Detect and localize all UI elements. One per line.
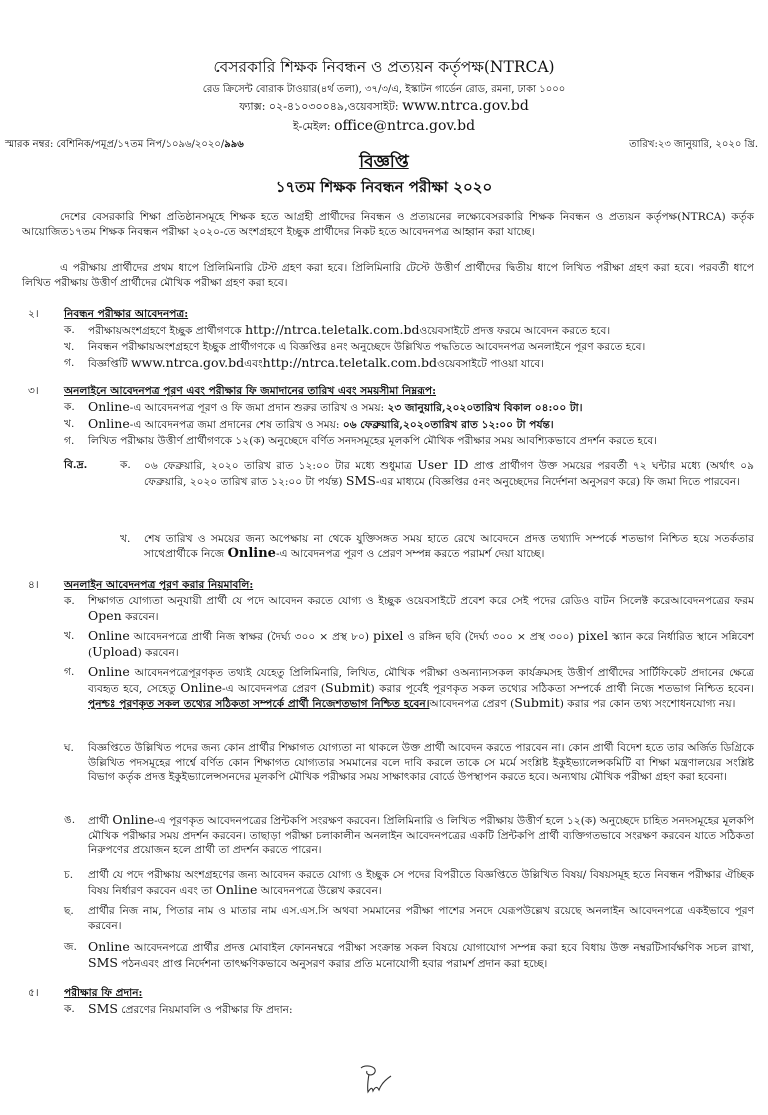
item-text: -এ আবেদনপত্র পূরণ ও ফি জমা প্রদান শুরুর তারিখ ও সময়: — [129, 402, 388, 414]
item-text: SMS — [345, 472, 376, 488]
item-text: পরীক্ষায়অংশগ্রহণে ইচ্ছুক প্রার্থীগণকে — [88, 325, 246, 337]
item-text: পঠনএবং প্রাপ্ত নির্দেশনা তাৎক্ষণিকভাবে অনুসরণ করার প্রতি মনোযোগী হবার পরামর্শ প্রদান করা হচ্ছে। — [117, 957, 548, 970]
item-text: SMS — [88, 954, 118, 970]
item-text: প্রার্থীর নিজ নাম, পিতার নাম ও মাতার নাম এস.এস.সি অথবা সমমানের পরীক্ষা পাশের সনদে যেরূপউল্লেখ রয়েছে অনলাইন আবেদনপত্রে একইভাবে পূরণ করবেন। — [88, 905, 754, 932]
end-date: ০৬ ফেব্রুয়ারি,২০২০তারিখ রাত ১২:০০ টা পর্যন্ত। — [342, 419, 554, 431]
item-marker: খ. — [64, 418, 75, 430]
teletalk-link[interactable]: http://ntrca.teletalk.com.bd — [245, 322, 420, 337]
item-text: Online — [88, 939, 130, 954]
item-text: আবেদনপত্রে প্রার্থী নিজ স্বাক্ষর (দৈর্ঘ্য ৩০০ × প্রস্থ ৮০) — [129, 631, 373, 643]
item-text: শিক্ষাগত যোগ্যতা অনুযায়ী প্রার্থী যে পদে আবেদন করতে যোগ্য ও ইচ্ছুক ওয়েবসাইটে প্রবেশ করে সেই পদের রেডিও বাটন সিলেক্ট করেআবেদনপত্রের ফরম — [88, 595, 754, 607]
item-text: প্রার্থী — [88, 815, 113, 827]
item-text: আবেদনপত্রে উল্লেখ করবেন। — [257, 884, 382, 897]
item-text: Submit — [514, 695, 560, 711]
item-text: Online — [227, 545, 276, 561]
item-text: লিখিত পরীক্ষায় উত্তীর্ণ প্রার্থীগণকে ১২(ক) অনুচ্ছেদে বর্ণিত সনদসমূহের মূলকপি মৌখিক পরীক্ষার সময় আবশ্যিকভাবে প্রদর্শন করতে হবে। — [88, 435, 658, 447]
item-text: SMS — [88, 1001, 118, 1016]
item-marker: ছ. — [64, 905, 74, 917]
item-text: করবেন। — [121, 610, 159, 623]
note-label: বি.দ্র. — [64, 459, 88, 471]
fax-label: ফ্যাক্স: ০২-৪১০৩০০৪৯,ওয়েবসাইট: — [239, 100, 403, 113]
item-marker: গ. — [64, 435, 75, 447]
memo-prefix: স্মারক নম্বর: বেশিনিক/পমূপ্র/১৭তম নিপ/১০৯৬/২০২০/ — [5, 139, 225, 150]
s4-item-ga — [64, 665, 754, 712]
item-text: Online — [215, 881, 258, 897]
item-text: -এ আবেদনপত্র জমা প্রদানের শেষ তারিখ ও সময়: — [129, 419, 343, 431]
item-marker: ক. — [64, 324, 75, 336]
item-text: Open — [88, 607, 122, 623]
memo-serial: ৯৯৬ — [224, 139, 244, 150]
s5-item-ka — [64, 1002, 754, 1018]
warning-text: পুনশ্চঃ পূরণকৃত সকল তথ্যের সঠিকতা সম্পর্কে প্রার্থী নিজেশতভাগ নিশ্চিত হবেন। — [88, 698, 430, 711]
item-text: -এ পূরণকৃত আবেদনপত্রের প্রিন্টকপি সংরক্ষণ করবেন। প্রিলিমিনারি ও লিখিত পরীক্ষায় উত্তীর্ণ হলে ১২(ক) অনুচ্ছেদে চাহিত সনদসমূহের মূলকপি মৌখিক পরীক্ষার সময় প্রদর্শন করবেন। তাছাড়া পরীক্ষা চলাকালীন অনলাইন আবেদনপত্রের একটি প্রিন্টকপি প্রার্থী ব্যক্তিগতভাবে সংরক্ষণ করবেন যাতে সঠিকতা নিরুপণের প্রয়োজন হলে প্রার্থী তা প্রদর্শন করতে পারেন। — [88, 815, 754, 857]
s2-item-ga — [64, 356, 754, 372]
item-marker: ক. — [64, 595, 75, 607]
item-text: -এ আবেদনপত্র প্রেরণ ( — [222, 682, 326, 695]
s4-item-cha — [64, 868, 754, 898]
org-name: বেসরকারি শিক্ষক নিবন্ধন ও প্রত্যয়ন কর্তৃপক্ষ(NTRCA) — [213, 58, 555, 76]
start-date: ২৩ জানুয়ারি,২০২০তারিখ বিকাল ০৪:০০ টা। — [387, 402, 583, 414]
section-2-heading: নিবন্ধন পরীক্ষার আবেদনপত্র: — [64, 308, 189, 320]
s3-item-ka — [64, 400, 754, 416]
item-text: নিবন্ধন পরীক্ষায়অংশগ্রহণে ইচ্ছুক প্রার্থীগণকে এ বিজ্ঞপ্তির ৪নং অনুচ্ছেদে উল্লিখিত পদ্ধতিতে আবেদনপত্র অনলাইনে পূরণ করতে হবে। — [88, 341, 646, 353]
item-marker: খ. — [120, 533, 131, 545]
s4-item-gha — [64, 741, 754, 785]
item-text: আবেদনপত্রে প্রার্থীর প্রদত্ত মোবাইল ফোননম্বরে পরীক্ষা সংক্রান্ত সকল বিষয়ে যোগাযোগ সম্পন্ন করা হবে বিধায় উক্ত নম্বরটিসার্বক্ষণিক সচল রাখা, — [129, 942, 754, 954]
section-3-heading: অনলাইনে আবেদনপত্র পূরণ এবং পরীক্ষার ফি জমাদানের তারিখ এবং সময়সীমা নিম্নরূপ: — [64, 385, 437, 397]
item-text: User ID — [417, 457, 469, 472]
s3-item-kha — [64, 417, 754, 433]
item-text: ও রঙ্গিন ছবি (দৈর্ঘ্য ৩০০ × প্রস্থ ৩০০) — [403, 631, 578, 643]
intro-paragraph-1 — [22, 210, 754, 239]
s4-item-chha — [64, 904, 754, 933]
item-marker: ঘ. — [64, 742, 74, 754]
item-text: Online — [88, 664, 130, 679]
website-link[interactable]: www.ntrca.gov.bd — [402, 98, 529, 114]
item-text: প্রাপ্ত প্রার্থীগণ উক্ত সময়ের পরবর্তী ৭২ ঘন্টার মধ্যে (অর্থাৎ ০৯ ফেব্রুয়ারি, ২০২০ তারিখ রাত ১২:০০ টা পর্যন্ত) — [144, 460, 754, 488]
s4-item-ka — [64, 594, 754, 624]
teletalk-link[interactable]: http://ntrca.teletalk.com.bd — [262, 355, 438, 370]
fax-website-line — [0, 99, 768, 115]
item-marker: ঙ. — [64, 814, 76, 826]
s4-item-kha — [64, 629, 754, 660]
section-3-number: ৩। — [28, 385, 39, 397]
org-address: রেড ক্রিসেন্ট বোরাক টাওয়ার(৪র্থ তলা), ৩৭/৩/এ, ইস্কাটন গার্ডেন রোড, রমনা, ঢাকা ১০০০ — [202, 84, 566, 95]
item-text: Online — [112, 812, 155, 827]
signature-initial — [355, 1062, 395, 1096]
item-text: pixel — [372, 628, 404, 643]
item-text: বিজ্ঞপ্তিতে উল্লিখিত পদের জন্য কোন প্রার্থীর শিক্ষাগত যোগ্যতা না থাকলে উক্ত প্রার্থী আবেদন করতে পারবেন না। কোন প্রার্থী বিদেশ হতে তার অর্জিত ডিগ্রিকে উল্লিখিত পদসমূহের পার্শ্বে বর্ণিত কোন শিক্ষাগত যোগ্যতার সমমানের বলে দাবি করলে তাকে সে মর্মে সংশ্লিষ্ট ইকুইভ্যালেন্সকমিটি বা শিক্ষা মন্ত্রণালয়ের সংশ্লিষ্ট বিভাগ কর্তৃক প্রদত্ত ইকুইভ্যালেন্সসনদের মূলকপি মৌখিক পরীক্ষার সময় সাক্ষাৎকার বোর্ডে উপস্থাপন করতে হবে। অন্যথায় মৌখিক পরীক্ষা গ্রহণ করা হবেনা। — [88, 742, 754, 784]
email-label: ই-মেইল: — [292, 120, 335, 133]
section-4-number: ৪। — [28, 579, 39, 591]
intro-text-1: দেশের বেসরকারি শিক্ষা প্রতিষ্ঠানসমূহে শিক্ষক হতে আগ্রহী প্রার্থীদের নিবন্ধন ও প্রত্যয়নের লক্ষ্যেবেসরকারি শিক্ষক নিবন্ধন ও প্রত্যয়ন কর্তৃপক্ষ(NTRCA) কর্তৃক আয়োজিত১৭তম শিক্ষক নিবন্ধন পরীক্ষা ২০২০-তে অংশগ্রহণে ইচ্ছুক প্রার্থীদের নিকট হতে আবেদনপত্র আহ্বান করা যাচ্ছে। — [22, 211, 754, 238]
item-text: আবেদনপত্র প্রেরণ ( — [429, 698, 515, 711]
item-marker: গ. — [64, 357, 75, 369]
item-text: Online — [88, 416, 130, 431]
item-marker: খ. — [64, 630, 75, 642]
item-text: ওয়েবসাইটে প্রদত্ত ফরমে আবেদন করতে হবে। — [419, 325, 611, 337]
s4-item-umo — [64, 813, 754, 858]
note-item-ka — [120, 458, 754, 489]
item-text: Online — [180, 679, 223, 695]
item-marker: ক. — [64, 1003, 75, 1015]
s4-item-ja — [64, 940, 754, 971]
item-text: প্রার্থী যে পদে পরীক্ষায় অংশগ্রহণের জন্য আবেদন করতে যোগ্য ও ইচ্ছুক সে পদের বিপরীতে বিজ্ঞপ্তিতে উল্লিখিত বিষয়/ বিষয়সমূহ হতে নিবন্ধন পরীক্ষার ঐচ্ছিক বিষয় নির্ধারণ করবেন এবং তা — [88, 869, 754, 897]
item-text: ওয়েবসাইটে পাওয়া যাবে। — [437, 358, 545, 370]
email-link[interactable]: office@ntrca.gov.bd — [334, 118, 476, 134]
section-5-heading: পরীক্ষার ফি প্রদান: — [64, 987, 143, 999]
item-text: ) করবেন। — [137, 646, 179, 659]
s2-item-kha — [64, 340, 754, 355]
item-text: Submit — [325, 679, 371, 695]
intro-paragraph-2 — [22, 261, 754, 290]
item-marker: চ. — [64, 869, 74, 881]
item-text: Online — [88, 628, 130, 643]
item-text: আবেদনপত্রেপূরণকৃত তথ্যই যেহেতু প্রিলিমিনারি, লিখিত, মৌখিক পরীক্ষা ওঅন্যান্যসকল কার্যক্রমসহ উত্তীর্ণ প্রার্থীদের সার্টিফিকেট প্রদানের ক্ষেত্রে ব্যবহৃত হবে, সেহেতু — [88, 667, 754, 695]
s3-item-ga — [64, 434, 754, 449]
item-text: -এর মাধ্যমে (বিজ্ঞপ্তির ৫নং অনুচ্ছেদের নির্দেশনা অনুসরণ করে) ফি জমা দিতে পারবেন। — [375, 475, 740, 488]
email-line — [0, 119, 768, 135]
item-marker: জ. — [64, 941, 77, 953]
ntrca-link[interactable]: www.ntrca.gov.bd — [130, 355, 245, 370]
exam-title: ১৭তম শিক্ষক নিবন্ধন পরীক্ষা ২০২০ — [275, 178, 493, 196]
item-text: -এ আবেদনপত্র পূরণ ও প্রেরণ সম্পন্ন করতে পরামর্শ দেয়া যাচ্ছে। — [275, 547, 545, 560]
notice-title: বিজ্ঞপ্তি — [359, 152, 409, 172]
item-text: Upload — [92, 643, 138, 659]
memo-number — [5, 138, 244, 153]
item-text: প্রেরণের নিয়মাবলি ও পরীক্ষার ফি প্রদান: — [117, 1004, 293, 1016]
item-text: pixel — [577, 628, 609, 643]
item-text: Online — [88, 399, 130, 414]
section-4-heading: অনলাইন আবেদনপত্র পূরণ করার নিয়মাবলি: — [64, 579, 254, 591]
item-text: ০৬ ফেব্রুয়ারি, ২০২০ তারিখ রাত ১২:০০ টার মধ্যে শুধুমাত্র — [144, 460, 418, 472]
item-text: স্ক্যান করে নির্ধারিত স্থানে সন্নিবেশ ( — [88, 631, 755, 659]
section-2-number: ২। — [28, 308, 39, 320]
item-marker: খ. — [64, 341, 75, 353]
item-text: বিজ্ঞপ্তিটি — [88, 358, 131, 370]
item-marker: ক. — [120, 459, 131, 471]
item-text: ) করার পর কোন তথ্য সংশোধনযোগ্য নয়। — [559, 698, 736, 711]
note-item-kha — [120, 532, 754, 561]
section-5-number: ৫। — [28, 987, 39, 999]
item-text: এবং — [244, 358, 263, 370]
memo-date: তারিখ:২৩ জানুয়ারি, ২০২০ খ্রি. — [629, 139, 758, 150]
intro-text-2: এ পরীক্ষায় প্রার্থীদের প্রথম ধাপে প্রিলিমিনারি টেস্ট গ্রহণ করা হবে। প্রিলিমিনারি টেস্টে উত্তীর্ণ প্রার্থীদের দ্বিতীয় ধাপে লিখিত পরীক্ষা গ্রহণ করা হবে। পরবর্তী ধাপে লিখিত পরীক্ষায় উত্তীর্ণ প্রার্থীদের মৌখিক পরীক্ষা গ্রহণ করা হবে। — [22, 262, 754, 289]
item-marker: গ. — [64, 666, 75, 678]
item-text: ) করার পূর্বেই পূরণকৃত সকল তথ্যের সঠিকতা সম্পর্কে প্রার্থী নিজে শতভাগ নিশ্চিত হবেন। — [370, 682, 755, 695]
item-marker: ক. — [64, 401, 75, 413]
item-text: শেষ তারিখ ও সময়ের জন্য অপেক্ষায় না থেকে যুক্তিসঙ্গত সময় হাতে রেখে আবেদনে প্রদত্ত তথ্যাদি সম্পর্কে শতভাগ নিশ্চিত হয়ে সতর্কতার সাথেপ্রার্থীকে নিজে — [144, 533, 754, 560]
s2-item-ka — [64, 323, 754, 339]
